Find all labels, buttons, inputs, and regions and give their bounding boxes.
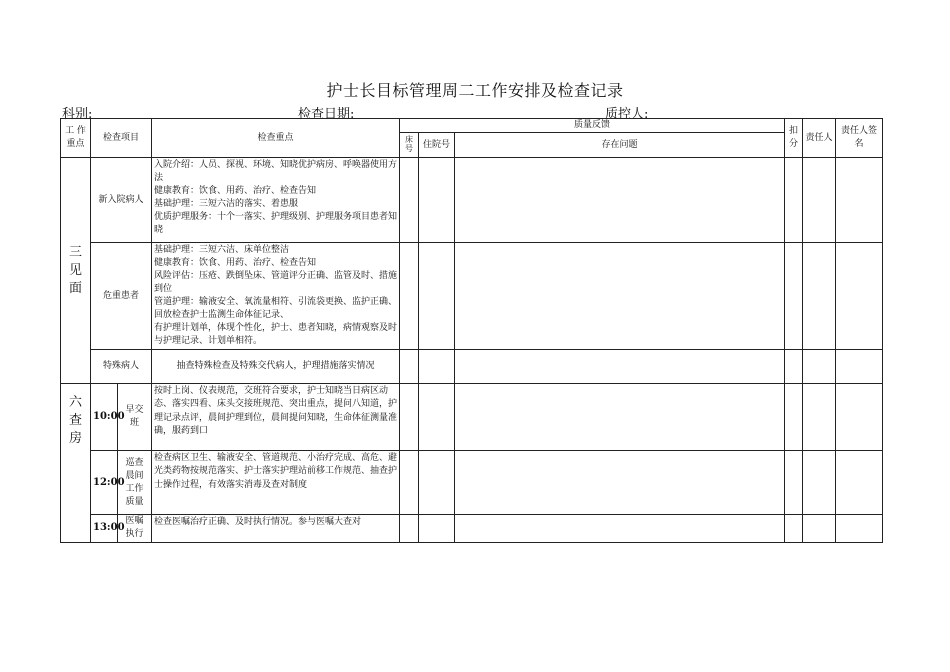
table-row bbox=[61, 350, 883, 384]
check-content: 基础护理：三短六洁、床单位整洁 健康教育：饮食、用药、治疗、检查告知 风险评估：压疮、跌倒坠床、管道评分正确、监管及时、措施到位 管道护理：输液安全、氧流量相符、引流袋更换、监护正确、回放检查护士监测生命体征记录、 有护理计划单，体现个性化，护士、患者知晓，病情观察及时与护理记录、计划单相符。 bbox=[152, 243, 400, 350]
check-content: 按时上岗、仪表规范，交班符合要求，护士知晓当日病区动态、落实四看、床头交接班规范、突出重点，提问八知道，护理记录点评，晨间护理到位，晨间提问知晓，生命体征测量准确，服药到口 bbox=[152, 384, 400, 451]
col-check-focus: 检查重点 bbox=[152, 119, 400, 158]
cell-responsible[interactable] bbox=[803, 158, 836, 243]
cell-bed[interactable] bbox=[400, 350, 419, 384]
cell-responsible[interactable] bbox=[803, 515, 836, 542]
cell-bed[interactable] bbox=[400, 158, 419, 243]
cell-responsible[interactable] bbox=[803, 350, 836, 384]
cell-signature[interactable] bbox=[836, 350, 883, 384]
cell-deduct[interactable] bbox=[785, 243, 803, 350]
cell-admission[interactable] bbox=[419, 158, 455, 243]
cell-admission[interactable] bbox=[419, 384, 455, 451]
col-work-focus: 工 作 重点 bbox=[61, 119, 91, 158]
col-bed-no: 床 号 bbox=[400, 133, 419, 158]
time-label: 10:00 bbox=[91, 384, 118, 451]
cell-deduct[interactable] bbox=[785, 384, 803, 451]
item-name: 危重患者 bbox=[91, 243, 152, 350]
cell-deduct[interactable] bbox=[785, 350, 803, 384]
col-quality-feedback: 质量反馈 bbox=[400, 119, 785, 133]
check-content: 入院介绍：人员、探视、环境、知晓优护病房、呼唤器使用方法 健康教育：饮食、用药、治疗、检查告知 基础护理：三短六洁的落实、着患服 优质护理服务：十个一落实、护理级别、护理服务项目患者知晓 bbox=[152, 158, 400, 243]
cell-bed[interactable] bbox=[400, 515, 419, 542]
cell-bed[interactable] bbox=[400, 384, 419, 451]
table-row bbox=[61, 243, 883, 350]
item-name: 巡查 晨间 工作 质量 bbox=[118, 451, 152, 515]
cell-deduct[interactable] bbox=[785, 451, 803, 515]
time-label: 12:00 bbox=[91, 451, 118, 515]
cell-signature[interactable] bbox=[836, 515, 883, 542]
cell-issues[interactable] bbox=[455, 243, 785, 350]
col-issues: 存在问题 bbox=[455, 133, 785, 158]
cell-admission[interactable] bbox=[419, 451, 455, 515]
item-name: 早交 班 bbox=[118, 384, 152, 451]
section-six-rounds: 六 查 房 bbox=[61, 384, 91, 542]
cell-signature[interactable] bbox=[836, 158, 883, 243]
cell-issues[interactable] bbox=[455, 350, 785, 384]
item-name: 医嘱 执行 bbox=[118, 515, 152, 542]
table-row bbox=[61, 158, 883, 243]
col-check-item: 检查项目 bbox=[91, 119, 152, 158]
cell-admission[interactable] bbox=[419, 350, 455, 384]
col-signature: 责任人签 名 bbox=[836, 119, 883, 158]
col-responsible: 责任人 bbox=[803, 119, 836, 158]
check-date-label: 检查日期: bbox=[298, 107, 355, 122]
table-row bbox=[61, 451, 883, 515]
col-admission-no: 住院号 bbox=[419, 133, 455, 158]
table-row bbox=[61, 515, 883, 542]
cell-issues[interactable] bbox=[455, 384, 785, 451]
cell-issues[interactable] bbox=[455, 451, 785, 515]
dept-label: 科别: bbox=[62, 107, 93, 122]
cell-bed[interactable] bbox=[400, 243, 419, 350]
cell-admission[interactable] bbox=[419, 515, 455, 542]
cell-responsible[interactable] bbox=[803, 451, 836, 515]
qc-person-label: 质控人: bbox=[605, 107, 649, 122]
item-name: 新入院病人 bbox=[91, 158, 152, 243]
table-row bbox=[61, 384, 883, 451]
inspection-table bbox=[60, 118, 883, 543]
cell-responsible[interactable] bbox=[803, 243, 836, 350]
check-content: 抽查特殊检查及特殊交代病人，护理措施落实情况 bbox=[152, 350, 400, 384]
check-content: 检查病区卫生、输液安全、管道规范、小治疗完成、高危、避光类药物按规范落实、护士落实护理站前移工作规范、抽查护士操作过程，有效落实消毒及查对制度 bbox=[152, 451, 400, 515]
col-deduct: 扣 分 bbox=[785, 119, 803, 158]
cell-issues[interactable] bbox=[455, 158, 785, 243]
cell-admission[interactable] bbox=[419, 243, 455, 350]
cell-signature[interactable] bbox=[836, 384, 883, 451]
cell-deduct[interactable] bbox=[785, 515, 803, 542]
time-label: 13:00 bbox=[91, 515, 118, 542]
document-title: 护士长目标管理周二工作安排及检查记录 bbox=[326, 81, 624, 100]
cell-signature[interactable] bbox=[836, 451, 883, 515]
check-content: 检查医嘱治疗正确、及时执行情况。参与医嘱大查对 bbox=[152, 515, 400, 542]
section-three-meet: 三 见 面 bbox=[61, 158, 91, 384]
item-name: 特殊病人 bbox=[91, 350, 152, 384]
cell-signature[interactable] bbox=[836, 243, 883, 350]
cell-issues[interactable] bbox=[455, 515, 785, 542]
cell-bed[interactable] bbox=[400, 451, 419, 515]
cell-deduct[interactable] bbox=[785, 158, 803, 243]
cell-responsible[interactable] bbox=[803, 384, 836, 451]
